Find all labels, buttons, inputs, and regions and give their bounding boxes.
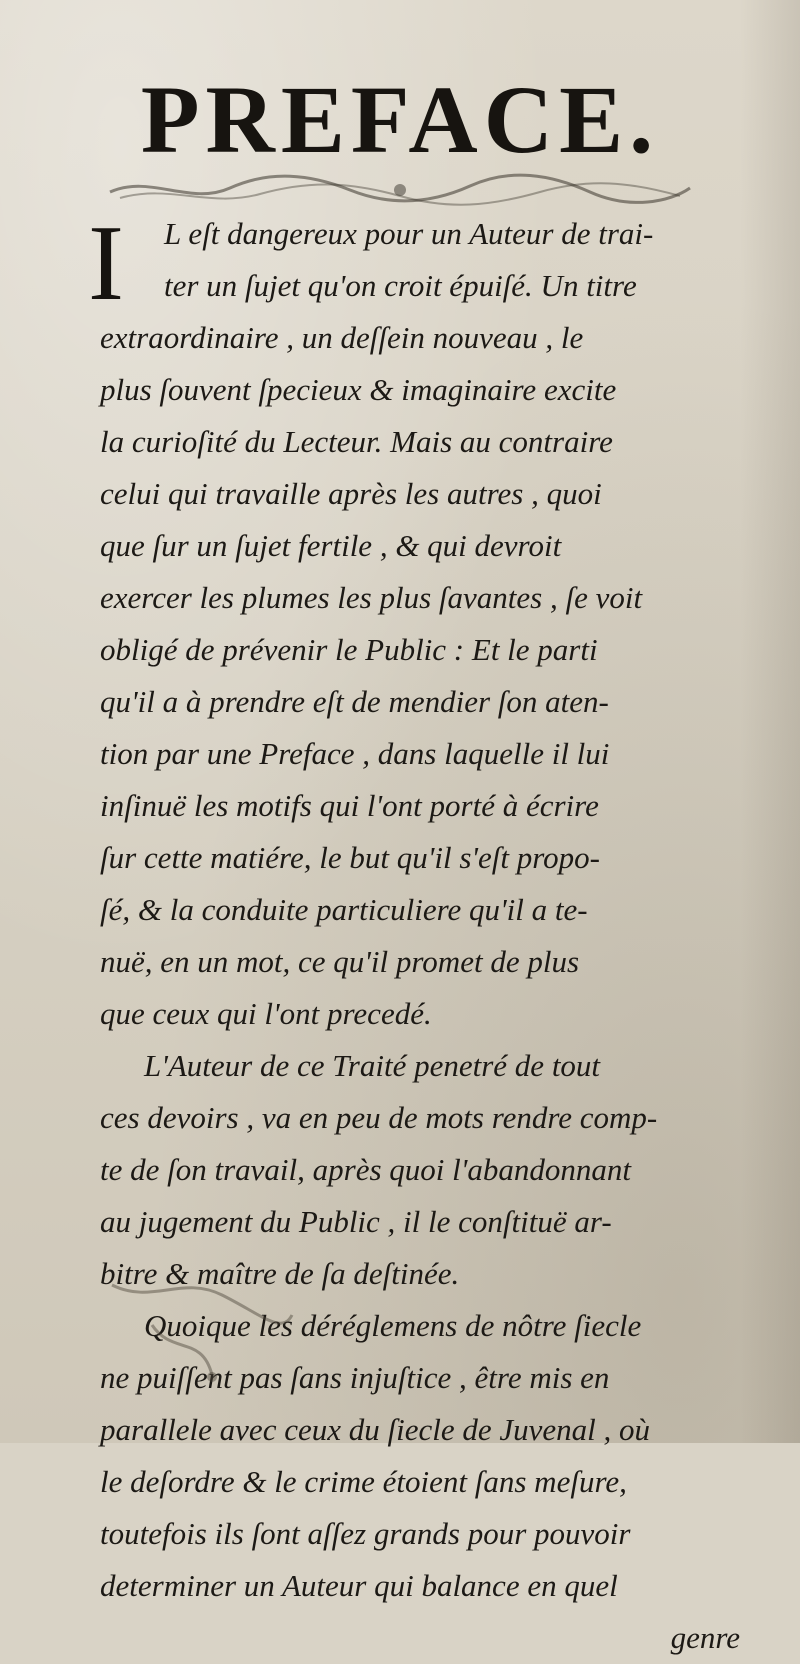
text-line: parallele avec ceux du ſiecle de Juvenal , où [100, 1412, 650, 1447]
text-line: qu'il a à prendre eſt de mendier ſon aten- [100, 684, 609, 719]
catchword: genre [670, 1620, 740, 1655]
text-line: tion par une Preface , dans laquelle il lui [100, 736, 610, 771]
text-line: ne puiſſent pas ſans injuſtice , être mis en [100, 1360, 610, 1395]
text-line: plus ſouvent ſpecieux & imaginaire excite [100, 372, 617, 407]
text-line: que ceux qui l'ont precedé. [100, 996, 432, 1031]
text-line: au jugement du Public , il le conſtituë ar- [100, 1204, 612, 1239]
text-line: toutefois ils ſont aſſez grands pour pouvoir [100, 1516, 631, 1551]
text-line: obligé de prévenir le Public : Et le parti [100, 632, 598, 667]
fleuron-ornament [92, 1265, 312, 1405]
text-line: L eſt dangereux pour un Auteur de trai- [164, 216, 654, 251]
body-text [100, 208, 780, 1664]
text-line: que ſur un ſujet fertile , & qui devroit [100, 528, 562, 563]
text-line: inſinuë les motifs qui l'ont porté à écrire [100, 788, 599, 823]
text-line: extraordinaire , un deſſein nouveau , le [100, 320, 584, 355]
drop-cap: I [88, 204, 124, 323]
page-title: PREFACE. [140, 66, 660, 173]
text-line: Quoique les déréglemens de nôtre ſiecle [144, 1308, 642, 1343]
text-line: exercer les plumes les plus ſavantes , ſe voit [100, 580, 643, 615]
text-line: celui qui travaille après les autres , quoi [100, 476, 602, 511]
text-line: bitre & maître de ſa deſtinée. [100, 1256, 460, 1291]
text-line: determiner un Auteur qui balance en quel [100, 1568, 618, 1603]
text-line: ter un ſujet qu'on croit épuiſé. Un titre [164, 268, 637, 303]
text-line: la curioſité du Lecteur. Mais au contraire [100, 424, 613, 459]
text-line: L'Auteur de ce Traité penetré de tout [144, 1048, 601, 1083]
text-line: nuë, en un mot, ce qu'il promet de plus [100, 944, 580, 979]
text-line: ces devoirs , va en peu de mots rendre comp- [100, 1100, 658, 1135]
text-line: te de ſon travail, après quoi l'abandonnant [100, 1152, 632, 1187]
ornamental-band [110, 168, 690, 210]
text-line: ſur cette matiére, le but qu'il s'eſt propo- [100, 840, 600, 875]
text-line: le deſordre & le crime étoient ſans meſure, [100, 1464, 627, 1499]
text-line: ſé, & la conduite particuliere qu'il a te- [100, 892, 588, 927]
